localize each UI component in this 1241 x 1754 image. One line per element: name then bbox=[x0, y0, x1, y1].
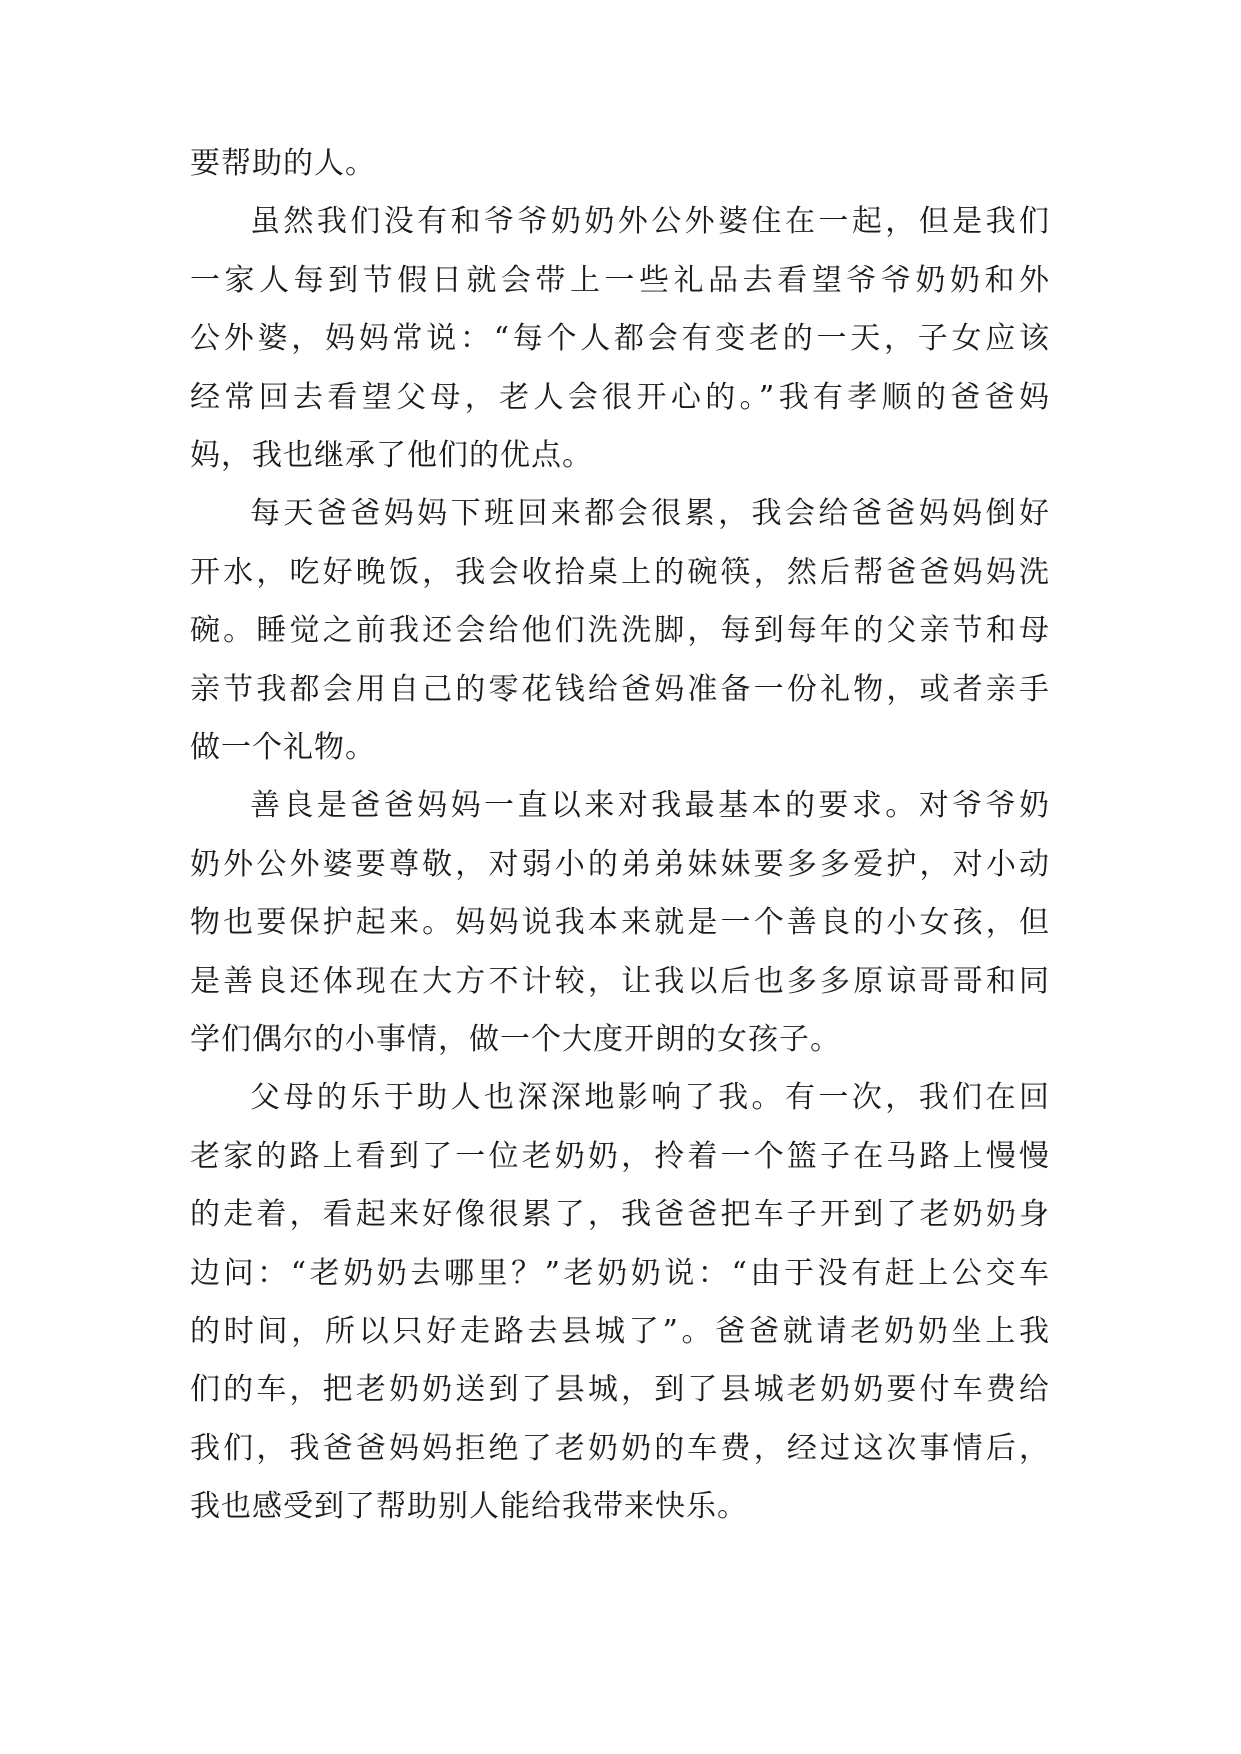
text-line: 边问：“老奶奶去哪里？”老奶奶说：“由于没有赶上公交车 bbox=[190, 1255, 1050, 1291]
text-line: 开水，吃好晚饭，我会收拾桌上的碗筷，然后帮爸爸妈妈洗 bbox=[190, 554, 1050, 590]
text-line: 公外婆，妈妈常说：“每个人都会有变老的一天，子女应该 bbox=[190, 321, 1050, 357]
text-line: 学们偶尔的小事情，做一个大度开朗的女孩子。 bbox=[190, 1022, 841, 1057]
text-line: 经常回去看望父母，老人会很开心的。”我有孝顺的爸爸妈 bbox=[190, 379, 1050, 415]
text-line: 要帮助的人。 bbox=[190, 146, 376, 181]
text-line: 碗。睡觉之前我还会给他们洗洗脚，每到每年的父亲节和母 bbox=[190, 613, 1050, 649]
text-line: 是善良还体现在大方不计较，让我以后也多多原谅哥哥和同 bbox=[190, 963, 1050, 999]
text-line: 妈，我也继承了他们的优点。 bbox=[190, 438, 593, 473]
text-line: 们的车，把老奶奶送到了县城，到了县城老奶奶要付车费给 bbox=[190, 1372, 1050, 1408]
text-line: 我们，我爸爸妈妈拒绝了老奶奶的车费，经过这次事情后， bbox=[190, 1430, 1050, 1466]
text-line: 一家人每到节假日就会带上一些礼品去看望爷爷奶奶和外 bbox=[190, 262, 1050, 298]
text-line: 做一个礼物。 bbox=[190, 730, 376, 765]
paragraph-start-line: 虽然我们没有和爷爷奶奶外公外婆住在一起，但是我们 bbox=[250, 204, 1050, 240]
paragraph-start-line: 善良是爸爸妈妈一直以来对我最基本的要求。对爷爷奶 bbox=[250, 788, 1050, 824]
paragraph-start-line: 父母的乐于助人也深深地影响了我。有一次，我们在回 bbox=[250, 1080, 1050, 1116]
text-line: 我也感受到了帮助别人能给我带来快乐。 bbox=[190, 1489, 748, 1525]
text-line: 老家的路上看到了一位老奶奶，拎着一个篮子在马路上慢慢 bbox=[190, 1138, 1050, 1174]
text-line: 物也要保护起来。妈妈说我本来就是一个善良的小女孩，但 bbox=[190, 905, 1050, 941]
paragraph-start-line: 每天爸爸妈妈下班回来都会很累，我会给爸爸妈妈倒好 bbox=[250, 496, 1050, 532]
text-line: 亲节我都会用自己的零花钱给爸妈准备一份礼物，或者亲手 bbox=[190, 671, 1050, 707]
text-line: 的时间，所以只好走路去县城了”。爸爸就请老奶奶坐上我 bbox=[190, 1314, 1050, 1349]
text-line: 的走着，看起来好像很累了，我爸爸把车子开到了老奶奶身 bbox=[190, 1197, 1050, 1233]
text-line: 奶外公外婆要尊敬，对弱小的弟弟妹妹要多多爱护，对小动 bbox=[190, 846, 1050, 882]
